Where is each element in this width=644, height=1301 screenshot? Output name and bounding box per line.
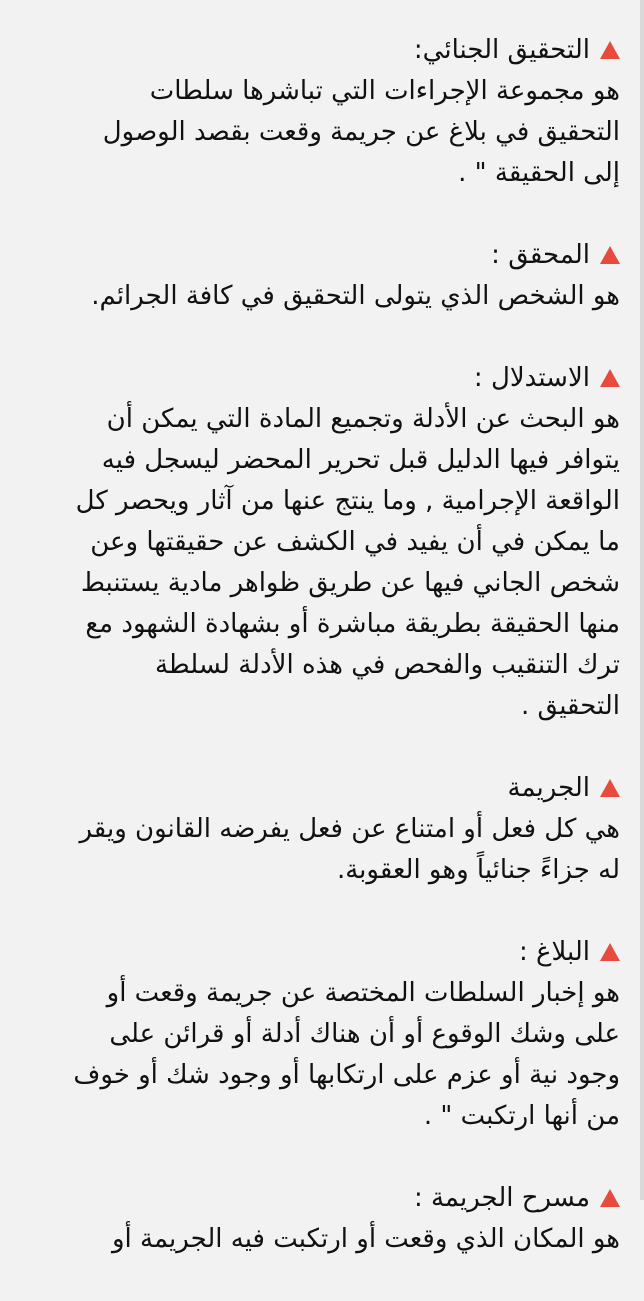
entry-line: يتوافر فيها الدليل قبل تحرير المحضر ليسجل فيه xyxy=(101,445,620,475)
entry-crime xyxy=(20,768,620,891)
entry-line: هو الشخص الذي يتولى التحقيق في كافة الجرائم. xyxy=(91,281,620,311)
entry-heading: التحقيق الجنائي: xyxy=(413,35,590,65)
red-triangle-icon xyxy=(600,41,620,59)
entry-line: شخص الجاني فيها عن طريق ظواهر مادية يستنبط xyxy=(80,568,620,598)
entry-heading: البلاغ : xyxy=(518,937,590,967)
document-body xyxy=(20,30,620,1301)
entry-investigator xyxy=(20,235,620,317)
entry-heading: المحقق : xyxy=(491,240,590,270)
red-triangle-icon xyxy=(600,369,620,387)
entry-report xyxy=(20,932,620,1137)
entry-line: وجود نية أو عزم على ارتكابها أو وجود شك أو خوف xyxy=(73,1060,620,1090)
entry-line: من أنها ارتكبت " . xyxy=(423,1101,620,1131)
entry-line: هو البحث عن الأدلة وتجميع المادة التي يمكن أن xyxy=(106,404,620,434)
red-triangle-icon xyxy=(600,246,620,264)
entry-line: له جزاءً جنائياً وهو العقوبة. xyxy=(336,855,620,885)
entry-line: ترك التنقيب والفحص في هذه الأدلة لسلطة xyxy=(154,650,620,680)
entry-line: على وشك الوقوع أو أن هناك أدلة أو قرائن على xyxy=(109,1019,620,1049)
entry-heading: الجريمة xyxy=(507,773,590,803)
entry-line: منها الحقيقة بطريقة مباشرة أو بشهادة الشهود مع xyxy=(85,609,620,639)
entry-line: الواقعة الإجرامية , وما ينتج عنها من آثار ويحصر كل xyxy=(75,486,620,516)
entry-line: هو إخبار السلطات المختصة عن جريمة وقعت أو xyxy=(106,978,620,1008)
entry-inference xyxy=(20,358,620,727)
red-triangle-icon xyxy=(600,779,620,797)
red-triangle-icon xyxy=(600,943,620,961)
entry-heading: الاستدلال : xyxy=(473,363,590,393)
entry-criminal-investigation xyxy=(20,30,620,194)
entry-line: هي كل فعل أو امتناع عن فعل يفرضه القانون ويقر xyxy=(79,814,620,844)
entry-heading: مسرح الجريمة : xyxy=(413,1183,590,1213)
entry-line: هو مجموعة الإجراءات التي تباشرها سلطات xyxy=(149,76,620,106)
entry-line: التحقيق في بلاغ عن جريمة وقعت بقصد الوصول xyxy=(102,117,620,147)
entry-line: إلى الحقيقة " . xyxy=(458,158,620,188)
entry-line: هو المكان الذي وقعت أو ارتكبت فيه الجريمة أو xyxy=(111,1224,620,1254)
entry-line: ما يمكن في أن يفيد في الكشف عن حقيقتها وعن xyxy=(90,527,620,557)
entry-crime-scene xyxy=(20,1178,620,1260)
page-edge xyxy=(640,0,644,1200)
entry-line: التحقيق . xyxy=(521,691,620,721)
red-triangle-icon xyxy=(600,1189,620,1207)
